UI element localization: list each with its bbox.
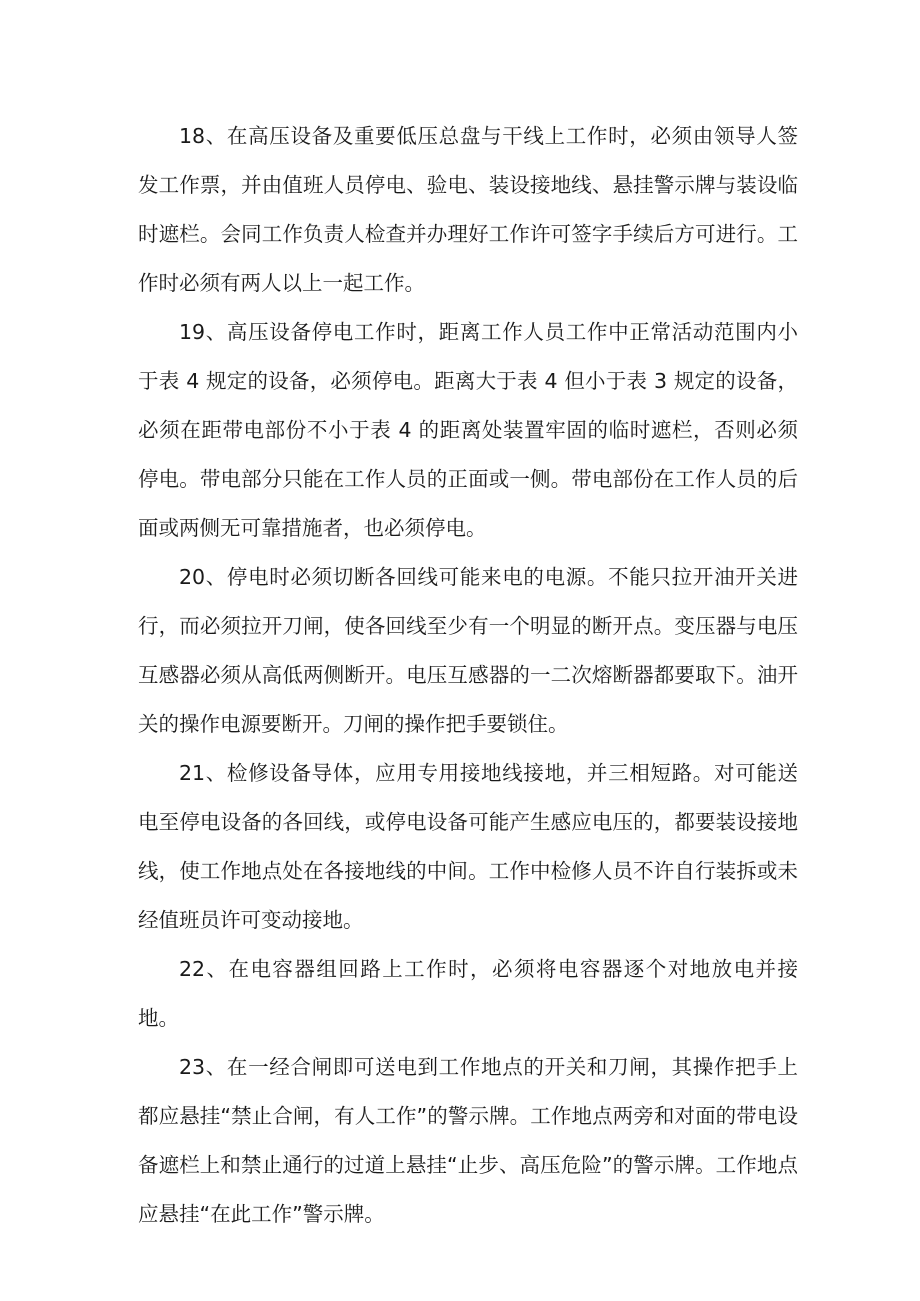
paragraph-item-19: 19、高压设备停电工作时，距离工作人员工作中正常活动范围内小于表 4 规定的设备，必须停电。距离大于表 4 但小于表 3 规定的设备，必须在距带电部份不小于表 4 的距离处装置牢固的临时遮栏，否则必须停电。带电部分只能在工作人员的正面或一侧。带电部份在工作人员的后面或两侧无可靠措施者，也必须停电。 [138, 320, 798, 540]
paragraph-item-21: 21、检修设备导体，应用专用接地线接地，并三相短路。对可能送电至停电设备的各回线，或停电设备可能产生感应电压的，都要装设接地线，使工作地点处在各接地线的中间。工作中检修人员不许自行装拆或未经值班员许可变动接地。 [138, 761, 798, 932]
paragraph-item-23: 23、在一经合闸即可送电到工作地点的开关和刀闸，其操作把手上都应悬挂“禁止合闸，有人工作”的警示牌。工作地点两旁和对面的带电设备遮栏上和禁止通行的过道上悬挂“止步、高压危险”的警示牌。工作地点应悬挂“在此工作”警示牌。 [138, 1055, 798, 1226]
paragraph-item-18: 18、在高压设备及重要低压总盘与干线上工作时，必须由领导人签发工作票，并由值班人员停电、验电、装设接地线、悬挂警示牌与装设临时遮栏。会同工作负责人检查并办理好工作许可签字手续后方可进行。工作时必须有两人以上一起工作。 [138, 124, 798, 295]
document-body [138, 112, 798, 1239]
paragraph-item-20: 20、停电时必须切断各回线可能来电的电源。不能只拉开油开关进行，而必须拉开刀闸，使各回线至少有一个明显的断开点。变压器与电压互感器必须从高低两侧断开。电压互感器的一二次熔断器都要取下。油开关的操作电源要断开。刀闸的操作把手要锁住。 [138, 565, 798, 736]
paragraph-item-22: 22、在电容器组回路上工作时，必须将电容器逐个对地放电并接地。 [138, 957, 798, 1030]
